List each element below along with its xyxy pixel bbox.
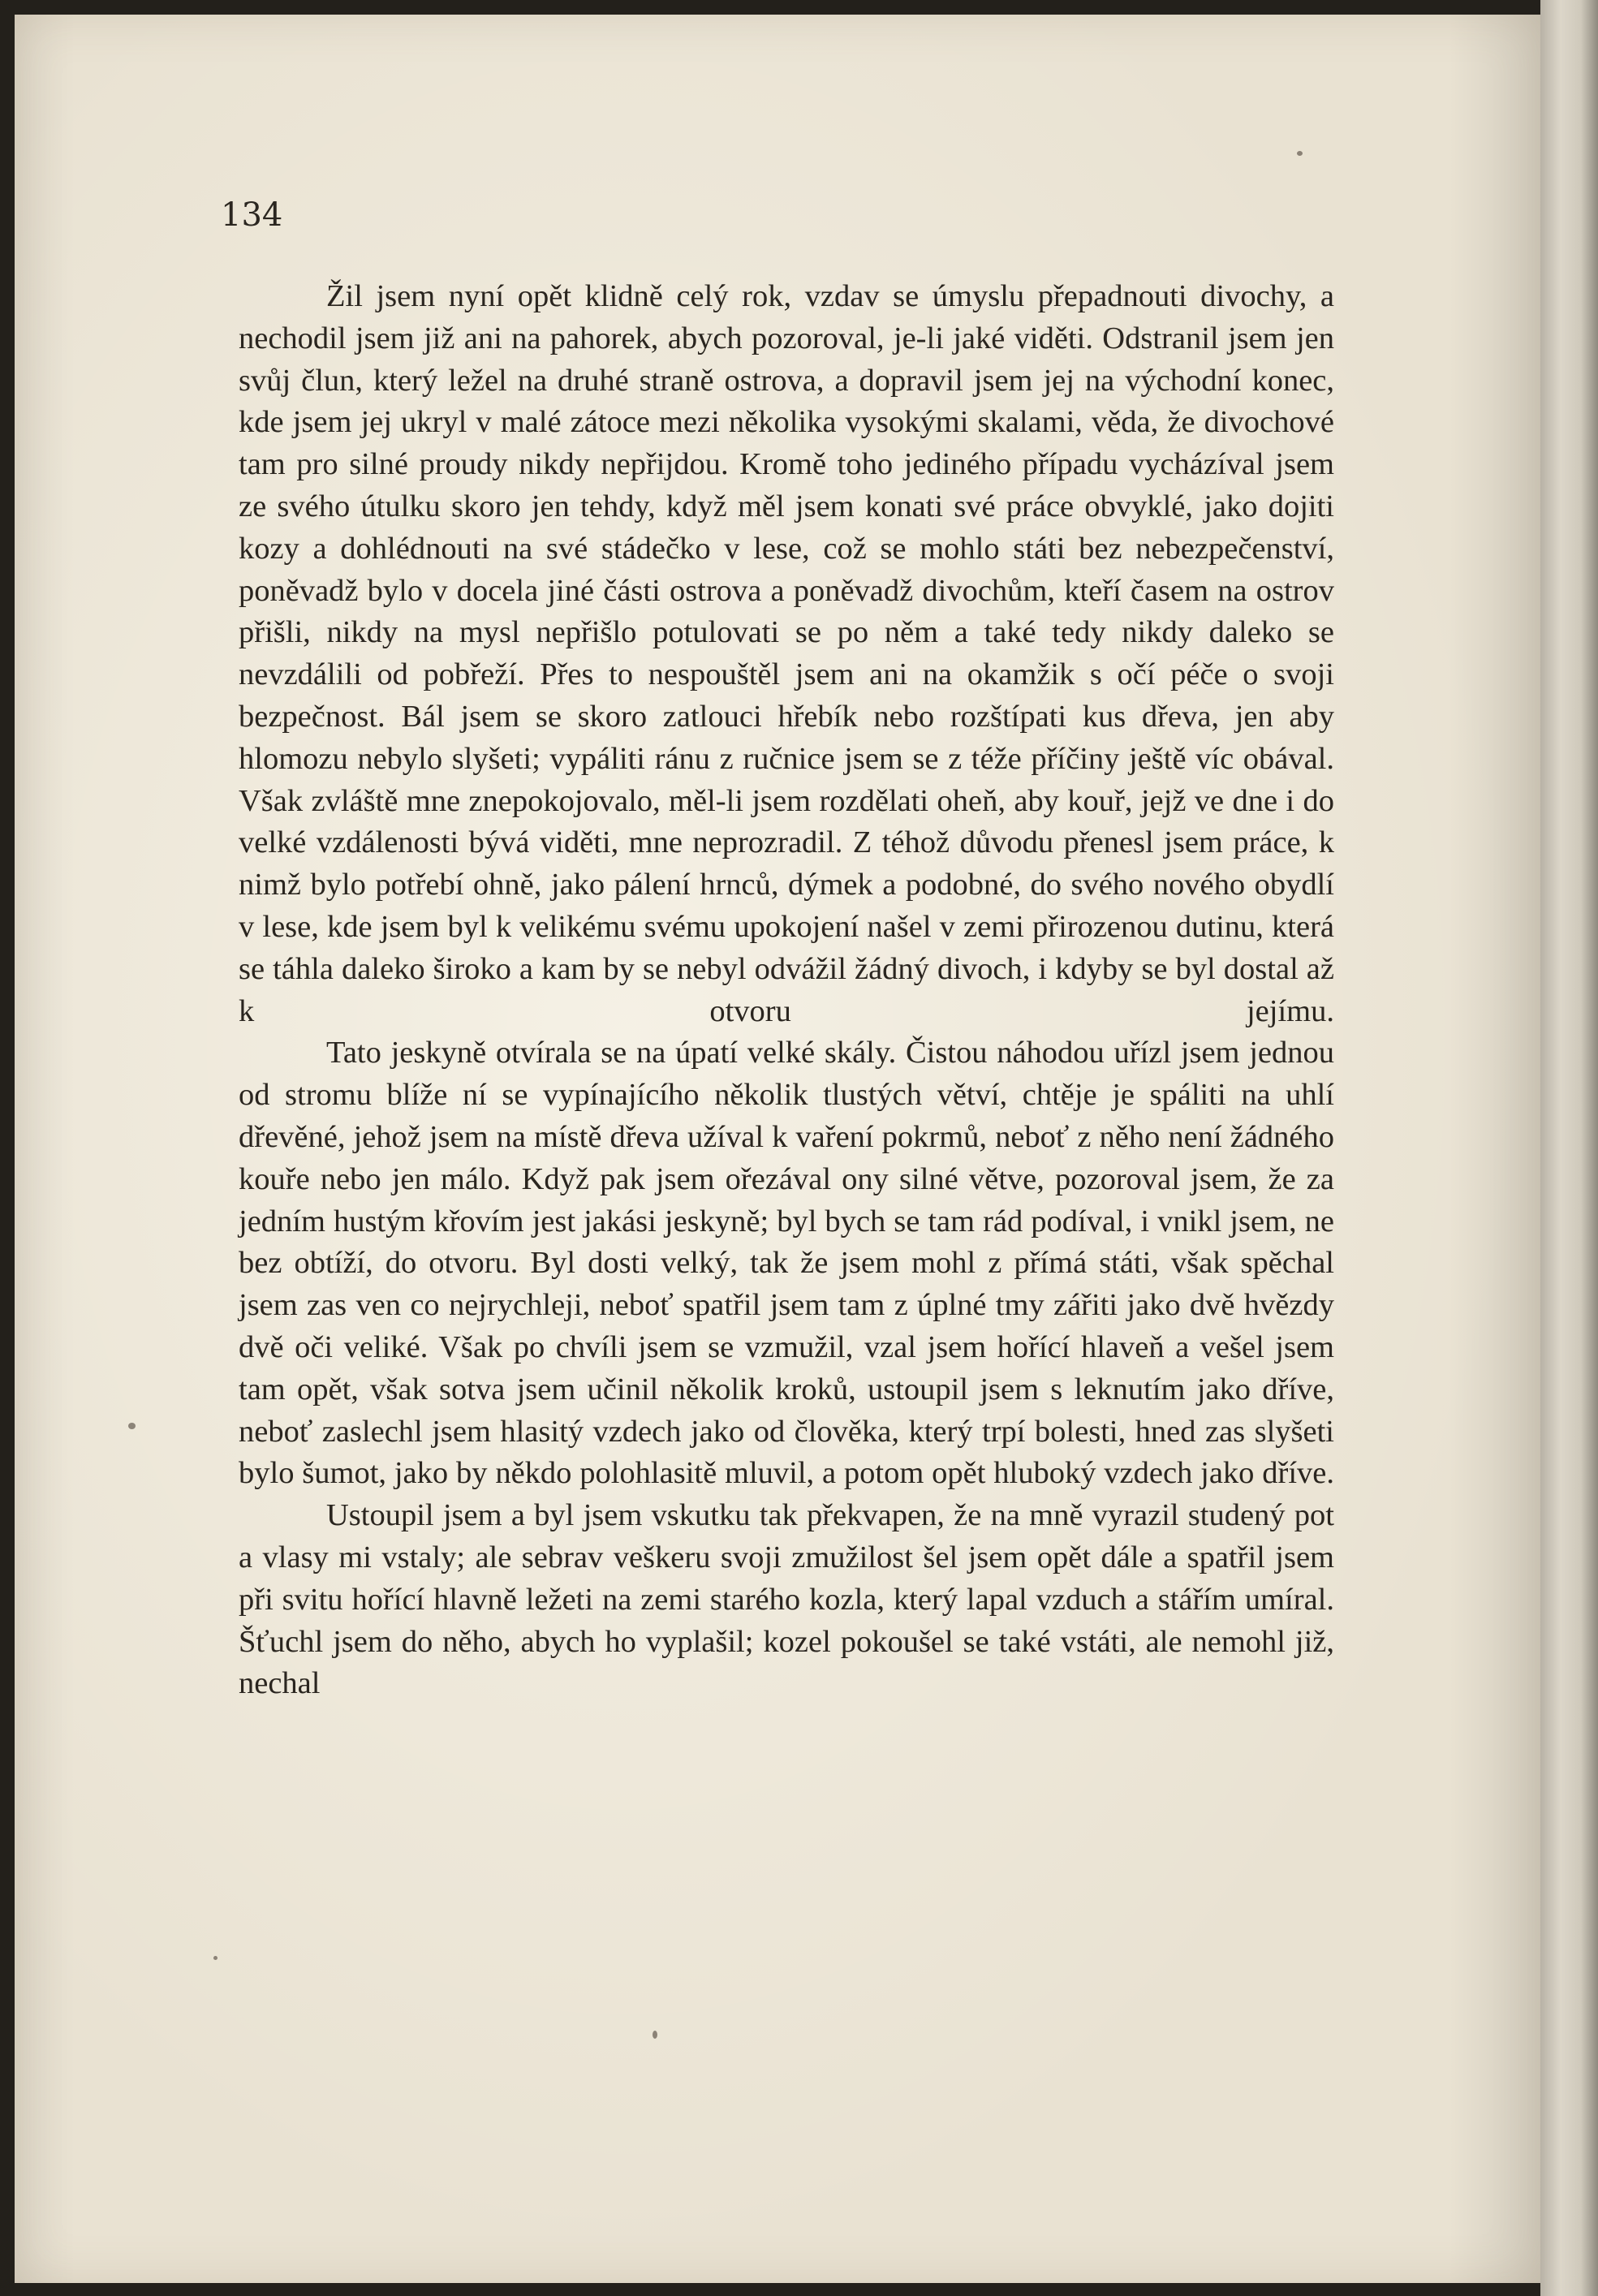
book-gutter bbox=[1540, 0, 1598, 2296]
paper-speck bbox=[128, 1423, 136, 1429]
page-body bbox=[239, 276, 1334, 1705]
paragraph-2: Tato jeskyně otvírala se na úpatí velké skály. Čistou náhodou uřízl jsem jednou od stromu blíže ní se vypínajícího několik tlustých větví, chtěje je spáliti na uhlí dřevěné, jehož jsem na místě dřeva užíval k vaření pokrmů, neboť z něho není žádného kouře nebo jen málo. Když pak jsem ořezával ony silné větve, pozoroval jsem, že za jedním hustým křovím jest jakási jeskyně; byl bych se tam rád podíval, i vnikl jsem, ne bez obtíží, do otvoru. Byl dosti velký, tak že jsem mohl z přímá státi, však spěchal jsem zas ven co nejrychleji, neboť spatřil jsem tam z úplné tmy zářiti jako dvě hvězdy dvě oči veliké. Však po chvíli jsem se vzmužil, vzal jsem hořící hlaveň a vešel jsem tam opět, však sotva jsem učinil několik kroků, ustoupil jsem s leknutím jako dříve, neboť zaslechl jsem hlasitý vzdech jako od člověka, který trpí bolesti, hned zas slyšeti bylo šumot, jako by někdo polohlasitě mluvil, a potom opět hluboký vzdech jako dříve. bbox=[239, 1036, 1334, 1491]
paper-speck bbox=[213, 1956, 218, 1960]
paragraph-3: Ustoupil jsem a byl jsem vskutku tak překvapen, že na mně vyrazil studený pot a vlasy mi vstaly; ale sebrav veškeru svoji zmužilost šel jsem opět dále a spatřil jsem při svitu hořící hlavně ležeti na zemi starého kozla, který lapal vzduch a stářím umíral. Šťuchl jsem do něho, abych ho vyplašil; kozel pokoušel se také vstáti, ale nemohl již, nechal bbox=[239, 1498, 1334, 1701]
paper-speck bbox=[653, 2031, 657, 2039]
paragraph-1: Žil jsem nyní opět klidně celý rok, vzdav se úmyslu přepadnouti divochy, a nechodil jsem již ani na pahorek, abych pozoroval, je-li jaké viděti. Odstranil jsem jen svůj člun, který ležel na druhé straně ostrova, a dopravil jsem jej na východní konec, kde jsem jej ukryl v malé zátoce mezi několika vysokými skalami, věda, že divochové tam pro silné proudy nikdy nepřijdou. Kromě toho jediného případu vycházíval jsem ze svého útulku skoro jen tehdy, když měl jsem konati své práce obvyklé, jako dojiti kozy a dohlédnouti na své stádečko v lese, což se mohlo státi bez nebezpečenství, poněvadž bylo v docela jiné části ostrova a poněvadž divochům, kteří časem na ostrov přišli, nikdy na mysl nepřišlo potulovati se po něm a také tedy nikdy daleko se nevzdálili od pobřeží. Přes to nespouštěl jsem ani na okamžik s očí péče o svoji bezpečnost. Bál jsem se skoro zatlouci hřebík nebo rozštípati kus dřeva, jen aby hlomozu nebylo slyšeti; vypáliti ránu z ručnice jsem se z téže příčiny ještě víc obával. Však zvláště mne znepokojovalo, měl-li jsem rozdělati oheň, aby kouř, jejž ve dne i do velké vzdálenosti bývá viděti, mne neprozradil. Z téhož důvodu přenesl jsem práce, k nimž bylo potřebí ohně, jako pálení hrnců, dýmek a podobné, do svého nového obydlí v lese, kde jsem byl k velikému svému upokojení našel v zemi přirozenou dutinu, která se táhla daleko široko a kam by se nebyl odvážil žádný divoch, i kdyby se byl dostal až k otvoru jejímu. bbox=[239, 279, 1334, 1028]
paper-speck bbox=[1297, 151, 1303, 156]
page-number: 134 bbox=[221, 196, 283, 234]
